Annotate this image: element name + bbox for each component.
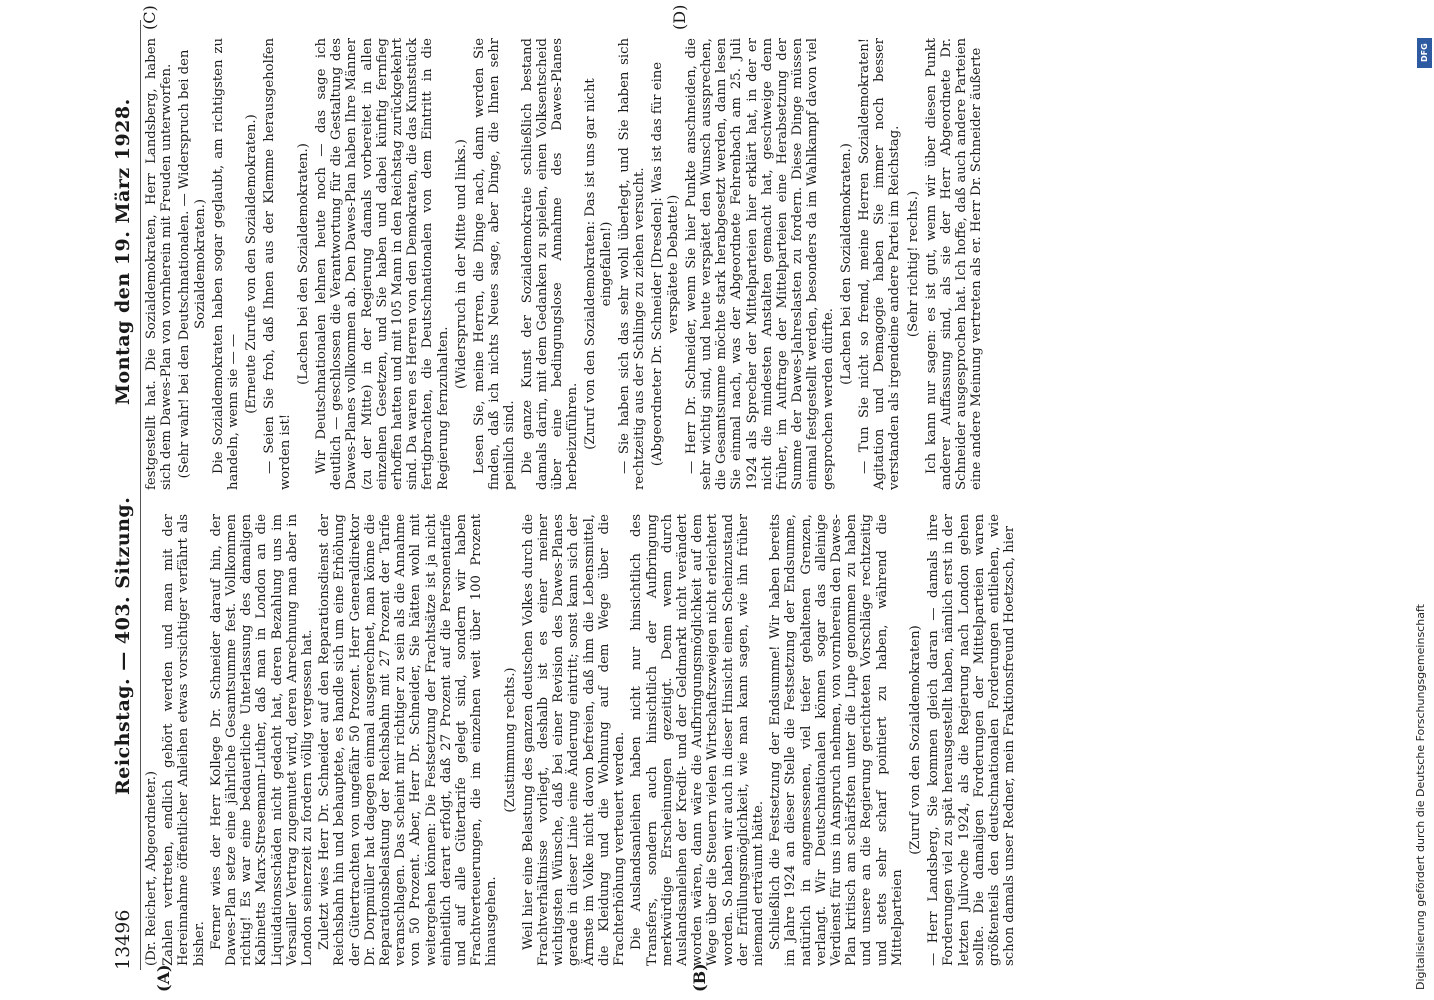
paragraph: Ferner wies der Herr Kollege Dr. Schneider darauf hin, der Dawes-Plan setze eine jährliche Gesamtsumme fest. Vollkommen richtig! Es war eine bedauerliche Unterlassung des damaligen Kabinetts Marx-Stresemann-Luther, daß man in London an die Liquidationsschäden nicht gedacht hat, deren Bezahlung uns im Versailler Vertrag zugemutet wird, deren Anrechnung man aber in London seinerzeit zu fordern völlig vergessen hat. [208,514,316,966]
funding-note: Digitalisierung gefördert durch die Deutsche Forschungsgemeinschaft [1414,604,1427,990]
interjection: (Zustimmung rechts.) [502,667,518,813]
paragraph: Zahlen vertreten, endlich gehört werden und man mit der Hereinnahme öffentlicher Anleihen etwas vorsichtiger verfährt als bisher. [161,514,207,966]
interjection: (Zuruf von den Sozialdemokraten: Das ist uns gar nicht eingefallen!) [583,78,614,450]
page-number: 13496 [112,909,134,970]
paragraph: Wir Deutschnationalen lehnen heute noch — das sage ich deutlich — geschlossen die Verantwortung für die Gestaltung des Dawes-Planes vollkommen ab. Den Dawes-Plan haben Ihre Männer (zu der Mitte) in der Regierung damals vorbereitet in allen einzelnen Gesetzen, und Sie haben und dabei künftig fernfieg erhoffen hatten und mit 105 Mann in den Reichstag zurückgekehrt sind. Da waren es Herren von den Demokraten, die das Kunststück fertigbrachten, die Deutschnationalen von dem Eintritt in die Regierung fernzuhalten. [314,38,451,490]
paragraph: Die Auslandsanleihen haben nicht nur hinsichtlich des Transfers, sondern auch hinsichtlich der Aufbringung merkwürdige Erscheinungen gezeitigt. Denn wenn durch Auslandsanleihen der Kredit- und der Geldmarkt nicht verändert worden wären, dann wäre die Aufbringungsmöglichkeit auf dem Wege über die Steuern vielen Wirtschaftszweigen nicht erleichtert worden. So haben wir auch in dieser Hinsicht einen Scheinzustand der Erfüllungsmöglichkeit, wie man kann sagen, wie ihn früher niemand erträumt hätte. [629,514,766,966]
session-date: Montag den 19. März 1928. [112,98,134,405]
scanned-page [110,4,1320,992]
session-title: Reichstag. — 403. Sitzung. [112,496,134,795]
paragraph: — Herr Landsberg, Sie kommen gleich daran — damals ihre Forderungen viel zu spät herausgestellt haben, nämlich erst in der letzten Julivoche 1924, als die Regierung nach London gehen sollte. Die damaligen Forderungen der Mittelparteien waren größtenteils den deutschnationalen Forderungen entliehen, wie schon damals unser Redner, mein Fraktionsfreund Hoetzsch, hier [926,514,1018,966]
margin-mark-d: (D) [670,4,689,30]
right-column [144,38,987,490]
paragraph: Die ganze Kunst der Sozialdemokratie schließlich bestand damals darin, mit dem Gedanken zu spielen, einen Volksentscheid über eine bedingungslose Annahme des Dawes-Planes herbeizuführen. [519,38,581,490]
page-header [110,10,140,990]
paragraph: Die Sozialdemokraten haben sogar geglaubt, am richtigsten zu handeln, wenn sie — — [210,38,242,490]
margin-mark-c: (C) [140,5,159,30]
paragraph: — Seien Sie froh, daß Ihnen aus der Klemme herausgeholfen worden ist! [262,38,293,490]
interjection: (Zuruf von den Sozialdemokraten) [907,625,923,855]
paragraph: Schließlich die Festsetzung der Endsumme! Wir haben bereits im Jahre 1924 an dieser Stelle die Festsetzung der Endsumme, natürlich in angemessenen, viel tiefer gehaltenen Grenzen, verlangt. Wir Deutschnationalen können sogar das alleinige Verdienst für uns in Anspruch nehmen, von vornherein den Dawes-Plan kritisch am schärfsten unter die Lupe genommen zu haben und unsere an die Regierung gerichteten Vorschläge rechtzeitig und stets sehr scharf pointiert zu haben, während die Mittelparteien [768,514,905,966]
paragraph: — Sie haben sich das sehr wohl überlegt, und Sie haben sich rechtzeitig aus der Schlinge zu ziehen versucht. [616,38,648,490]
paragraph: Zuletzt wies Herr Dr. Schneider auf den Reparationsdienst der Reichsbahn hin und behauptete, es handle sich um eine Erhöhung der Gütertrachten von ungefähr 50 Prozent. Herr Generaldirektor Dr. Dorpmüller hat dagegen einmal ausgerechnet, man könne die Reparationsbelastung der Reichsbahn mit 27 Prozent der Tarife veranschlagen. Das scheint mir richtiger zu sein als die Annahme von 50 Prozent. Aber, Herr Dr. Schneider, Sie hätten wohl mit weitergehen können: Die Festsetzung der Frachtsätze ist ja nicht einheitlich derart erfolgt, daß 27 Prozent auf die Personentarife und auf alle Gütertarife gelegt sind, sondern wir haben Frachtverteuerungen, die im einzelnen weit über 100 Prozent hinausgehen. [317,514,500,966]
interjection: (Lachen bei den Sozialdemokraten.) [838,143,854,385]
paragraph: Lesen Sie, meine Herren, die Dinge nach, dann werden Sie finden, daß ich nichts Neues sage, aber Dinge, die Ihnen sehr peinlich sind. [472,38,518,490]
paragraph: festgestellt hat. Die Sozialdemokraten, Herr Landsberg, haben sich dem Dawes-Plan von vornherein mit Freuden unterworfen. [144,38,175,490]
header-rule [140,20,141,970]
left-column [144,514,1019,966]
margin-mark-b: (B) [690,963,709,992]
paragraph: (Dr. Reichert, Abgeordneter.) [144,770,159,966]
interjection: (Abgeordneter Dr. Schneider [Dresden]: Was ist das für eine verspätete Debatte!) [650,61,681,467]
interjection: (Widerspruch in der Mitte und links.) [453,139,469,389]
interjection: (Lachen bei den Sozialdemokraten.) [295,143,311,385]
paragraph: — Tun Sie nicht so fremd, meine Herren Sozialdemokraten! Agitation und Demagogie haben Sie immer noch besser verstanden als irgendeine andere Partei im Reichstag. [856,38,903,490]
paragraph: Weil hier eine Belastung des ganzen deutschen Volkes durch die Frachtverhältnisse vorliegt, deshalb ist es einer meiner wichtigsten Wünsche, daß bei einer Revision des Dawes-Planes gerade in dieser Linie eine Änderung eintritt; sonst kann sich der Ärmste im Volke nicht davon befreien, daß ihm die Lebensmittel, die Kleidung und die Wohnung auf dem Wege über die Frachterhöhung verteuert werden. [520,514,628,966]
margin-mark-a: (A) [154,964,173,992]
interjection: (Sehr richtig! rechts.) [905,190,921,338]
interjection: (Erneute Zurufe von den Sozialdemokraten.) [244,114,260,414]
paragraph: Ich kann nur sagen: es ist gut, wenn wir über diesen Punkt anderer Auffassung sind, als sie der Herr Abgeordnete Dr. Schneider ausgesprochen hat. Ich hoffe, daß auch andere Parteien eine andere Meinung vertreten als er. Herr Dr. Schneider äußerte [923,38,985,490]
paragraph: — Herr Dr. Schneider, wenn Sie hier Punkte anschneiden, die sehr wichtig sind, und heute verspätet den Wunsch aussprechen, die Gesamtsumme möchte stark herabgesetzt werden, dann lesen Sie einmal nach, was der Abgeordnete Fehrenbach am 25. Juli 1924 als Sprecher der Mittelparteien hier erklärt hat, in der er nicht die mindesten Anstalten gemacht hat, geschweige denn früher, im Auftrage der Mittelparteien eine Herabsetzung der Summe der Dawes-Jahreslasten zu fordern. Diese Dinge müssen einmal festgestellt werden, besonders da im Wahlkampf davon viel gesprochen werden dürfte. [683,38,836,490]
interjection: (Sehr wahr! bei den Deutschnationalen. — Widerspruch bei den Sozialdemokraten.) [177,49,208,479]
dfg-logo: DFG [1417,38,1432,68]
